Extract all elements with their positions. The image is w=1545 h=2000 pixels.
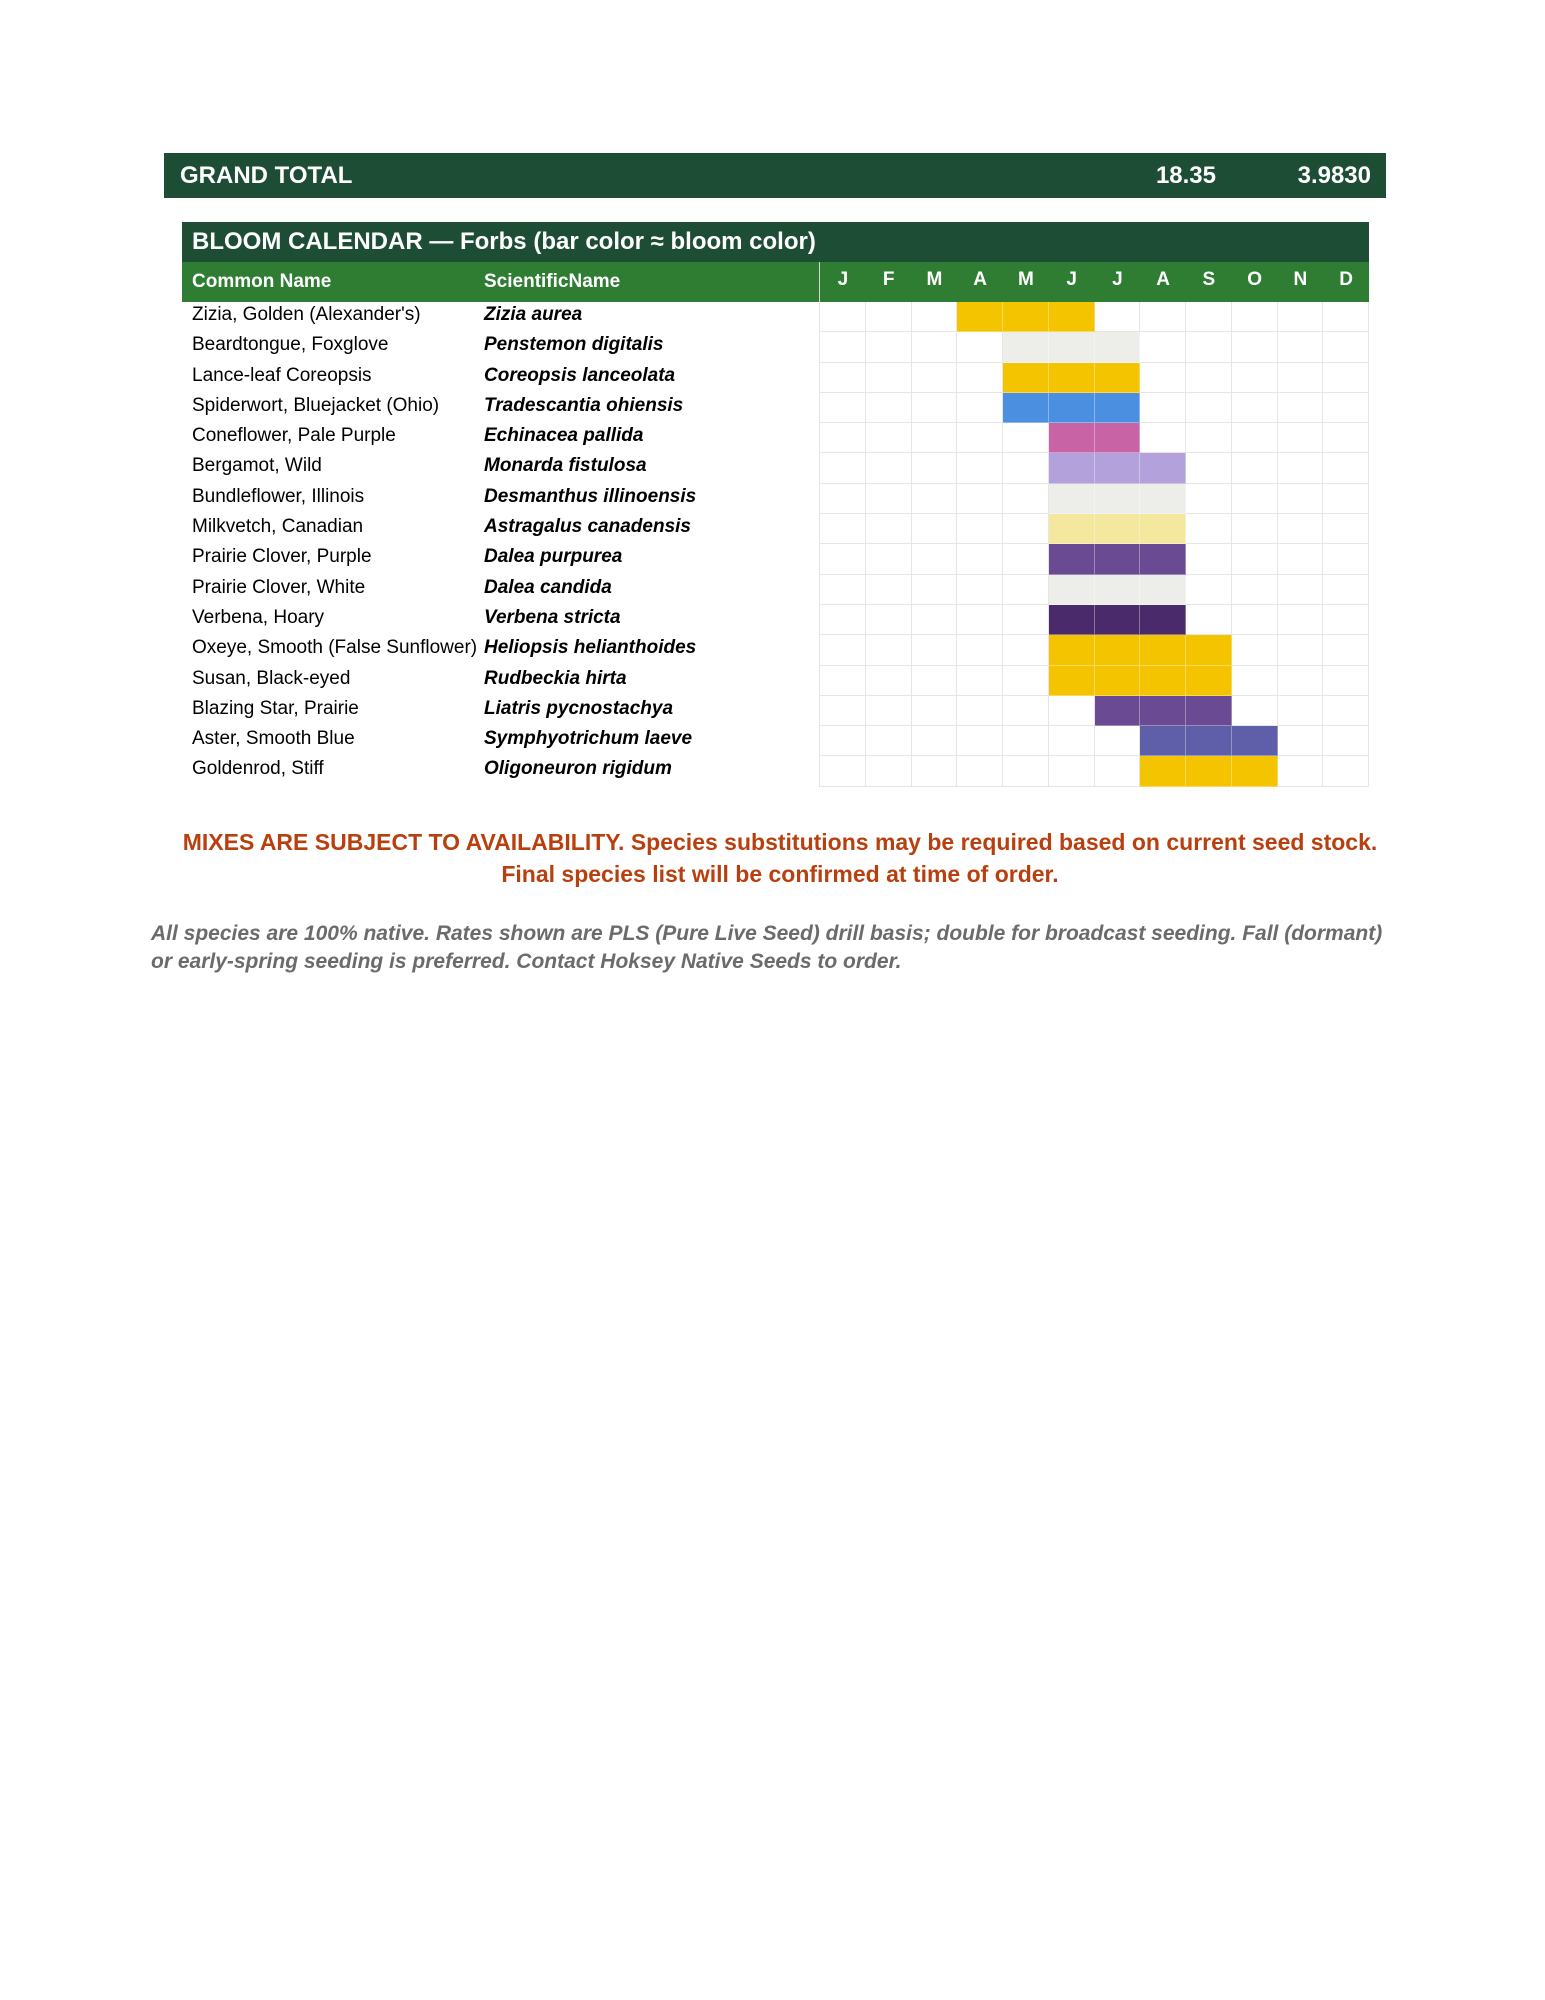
empty-month-cell (1232, 605, 1278, 635)
bloom-month-cells (819, 726, 1369, 756)
scientific-name: Coreopsis lanceolata (484, 364, 676, 386)
table-row (182, 423, 1369, 453)
empty-month-cell (1278, 423, 1324, 453)
grand-total-label: GRAND TOTAL (180, 162, 353, 189)
bloom-calendar (182, 222, 1369, 787)
empty-month-cell (912, 453, 958, 483)
bloom-month-cells (819, 514, 1369, 544)
bloom-bar-cell (1049, 302, 1095, 332)
grand-total-bar (164, 153, 1386, 198)
empty-month-cell (1003, 696, 1049, 726)
empty-month-cell (820, 514, 866, 544)
empty-month-cell (1049, 756, 1095, 786)
empty-month-cell (957, 332, 1003, 362)
empty-month-cell (866, 514, 912, 544)
bloom-bar-cell (1095, 393, 1141, 423)
empty-month-cell (1140, 363, 1186, 393)
empty-month-cell (912, 605, 958, 635)
common-name: Blazing Star, Prairie (192, 697, 359, 719)
bloom-bar-cell (1232, 726, 1278, 756)
empty-month-cell (866, 756, 912, 786)
bloom-month-cells (819, 332, 1369, 362)
empty-month-cell (912, 423, 958, 453)
empty-month-cell (866, 453, 912, 483)
common-name-header: Common Name (192, 271, 332, 292)
table-row (182, 756, 1369, 786)
scientific-name: Desmanthus illinoensis (484, 485, 697, 507)
bloom-month-cells (819, 544, 1369, 574)
empty-month-cell (1323, 544, 1369, 574)
empty-month-cell (1232, 332, 1278, 362)
empty-month-cell (957, 544, 1003, 574)
empty-month-cell (1140, 332, 1186, 362)
bloom-bar-cell (1095, 666, 1141, 696)
empty-month-cell (1278, 484, 1324, 514)
table-row (182, 302, 1369, 332)
grand-total-value-2: 3.9830 (1297, 162, 1371, 189)
empty-month-cell (866, 363, 912, 393)
empty-month-cell (820, 453, 866, 483)
bloom-month-cells (819, 756, 1369, 786)
month-header-5: M (1017, 269, 1034, 290)
empty-month-cell (1323, 453, 1369, 483)
scientific-name: Echinacea pallida (484, 425, 644, 447)
empty-month-cell (1232, 696, 1278, 726)
bloom-bar-cell (1140, 666, 1186, 696)
bloom-bar-cell (1049, 514, 1095, 544)
empty-month-cell (912, 696, 958, 726)
scientific-name: Oligoneuron rigidum (484, 758, 672, 780)
empty-month-cell (1186, 453, 1232, 483)
bloom-bar-cell (1140, 605, 1186, 635)
scientific-name: Dalea candida (484, 576, 612, 598)
bloom-month-cells (819, 484, 1369, 514)
month-header-11: N (1293, 269, 1308, 290)
empty-month-cell (820, 332, 866, 362)
empty-month-cell (912, 756, 958, 786)
bloom-month-cells (819, 363, 1369, 393)
empty-month-cell (1278, 514, 1324, 544)
empty-month-cell (1049, 696, 1095, 726)
bloom-bar-cell (1003, 393, 1049, 423)
empty-month-cell (957, 484, 1003, 514)
scientific-name: Astragalus canadensis (484, 516, 691, 538)
empty-month-cell (1186, 332, 1232, 362)
empty-month-cell (1232, 453, 1278, 483)
bloom-bar-cell (1140, 726, 1186, 756)
empty-month-cell (820, 666, 866, 696)
empty-month-cell (1140, 423, 1186, 453)
empty-month-cell (1323, 756, 1369, 786)
month-header-9: S (1202, 269, 1216, 290)
empty-month-cell (1278, 756, 1324, 786)
empty-month-cell (866, 635, 912, 665)
common-name: Spiderwort, Bluejacket (Ohio) (192, 394, 440, 416)
empty-month-cell (957, 575, 1003, 605)
empty-month-cell (1186, 605, 1232, 635)
bloom-bar-cell (1186, 726, 1232, 756)
empty-month-cell (957, 605, 1003, 635)
bloom-month-cells (819, 302, 1369, 332)
bloom-calendar-title: BLOOM CALENDAR — Forbs (bar color ≈ bloom color) (182, 222, 1369, 262)
month-header-8: A (1156, 269, 1170, 290)
empty-month-cell (912, 575, 958, 605)
scientific-name-header: ScientificName (484, 271, 621, 292)
table-row (182, 635, 1369, 665)
empty-month-cell (1095, 302, 1141, 332)
empty-month-cell (957, 363, 1003, 393)
bloom-month-cells (819, 423, 1369, 453)
empty-month-cell (866, 544, 912, 574)
empty-month-cell (820, 756, 866, 786)
table-row (182, 726, 1369, 756)
bloom-bar-cell (1003, 302, 1049, 332)
empty-month-cell (820, 363, 866, 393)
bloom-bar-cell (1095, 575, 1141, 605)
empty-month-cell (1232, 363, 1278, 393)
empty-month-cell (1003, 575, 1049, 605)
scientific-name: Dalea purpurea (484, 546, 623, 568)
empty-month-cell (957, 756, 1003, 786)
empty-month-cell (957, 514, 1003, 544)
month-header-3: M (926, 269, 943, 290)
availability-notice: MIXES ARE SUBJECT TO AVAILABILITY. Species substitutions may be required based on current seed stock. Final species list will be confirmed at time of order. (182, 829, 1378, 887)
empty-month-cell (1232, 666, 1278, 696)
bloom-bar-cell (1049, 423, 1095, 453)
month-header-6: J (1066, 269, 1077, 290)
bloom-bar-cell (1095, 696, 1141, 726)
bloom-bar-cell (1095, 332, 1141, 362)
bloom-bar-cell (1049, 484, 1095, 514)
empty-month-cell (1003, 726, 1049, 756)
table-row (182, 605, 1369, 635)
bloom-bar-cell (1140, 575, 1186, 605)
table-row (182, 575, 1369, 605)
empty-month-cell (1095, 756, 1141, 786)
empty-month-cell (1186, 423, 1232, 453)
empty-month-cell (1323, 484, 1369, 514)
bloom-calendar-body (182, 302, 1369, 787)
empty-month-cell (1323, 696, 1369, 726)
empty-month-cell (1232, 302, 1278, 332)
empty-month-cell (1140, 393, 1186, 423)
empty-month-cell (1003, 605, 1049, 635)
empty-month-cell (820, 544, 866, 574)
empty-month-cell (1003, 756, 1049, 786)
empty-month-cell (866, 484, 912, 514)
bloom-bar-cell (1186, 635, 1232, 665)
empty-month-cell (1095, 726, 1141, 756)
month-header-7: J (1112, 269, 1123, 290)
bloom-bar-cell (1140, 696, 1186, 726)
empty-month-cell (1186, 514, 1232, 544)
bloom-month-cells (819, 605, 1369, 635)
empty-month-cell (1003, 666, 1049, 696)
empty-month-cell (866, 302, 912, 332)
empty-month-cell (912, 666, 958, 696)
empty-month-cell (1278, 302, 1324, 332)
empty-month-cell (866, 423, 912, 453)
empty-month-cell (1232, 544, 1278, 574)
empty-month-cell (1186, 363, 1232, 393)
common-name: Verbena, Hoary (192, 606, 325, 628)
month-header-12: D (1339, 269, 1353, 290)
empty-month-cell (1323, 726, 1369, 756)
bloom-bar-cell (1140, 514, 1186, 544)
empty-month-cell (1278, 453, 1324, 483)
bloom-bar-cell (1186, 666, 1232, 696)
bloom-bar-cell (1095, 484, 1141, 514)
bloom-month-cells (819, 393, 1369, 423)
empty-month-cell (1003, 635, 1049, 665)
table-row (182, 514, 1369, 544)
empty-month-cell (1186, 302, 1232, 332)
month-header-1: J (837, 269, 849, 290)
empty-month-cell (1232, 635, 1278, 665)
bloom-bar-cell (1095, 363, 1141, 393)
empty-month-cell (1278, 575, 1324, 605)
bloom-bar-cell (1186, 696, 1232, 726)
empty-month-cell (866, 726, 912, 756)
common-name: Prairie Clover, Purple (192, 546, 372, 568)
empty-month-cell (1278, 332, 1324, 362)
common-name: Susan, Black-eyed (192, 667, 351, 689)
empty-month-cell (912, 514, 958, 544)
empty-month-cell (1186, 393, 1232, 423)
bloom-bar-cell (1095, 514, 1141, 544)
empty-month-cell (1003, 514, 1049, 544)
empty-month-cell (1232, 423, 1278, 453)
empty-month-cell (820, 393, 866, 423)
empty-month-cell (1186, 484, 1232, 514)
empty-month-cell (1186, 575, 1232, 605)
bloom-bar-cell (1049, 544, 1095, 574)
table-row (182, 696, 1369, 726)
empty-month-cell (820, 696, 866, 726)
month-header-4: A (973, 269, 987, 290)
empty-month-cell (820, 605, 866, 635)
scientific-name: Symphyotrichum laeve (484, 728, 693, 750)
empty-month-cell (1278, 696, 1324, 726)
bloom-bar-cell (1095, 423, 1141, 453)
empty-month-cell (1232, 514, 1278, 544)
table-row (182, 666, 1369, 696)
month-header-10: O (1247, 269, 1263, 290)
bloom-bar-cell (1232, 756, 1278, 786)
empty-month-cell (820, 575, 866, 605)
empty-month-cell (820, 302, 866, 332)
bloom-bar-cell (1049, 332, 1095, 362)
bloom-bar-cell (957, 302, 1003, 332)
scientific-name: Verbena stricta (484, 606, 621, 628)
bloom-bar-cell (1095, 635, 1141, 665)
empty-month-cell (912, 302, 958, 332)
common-name: Goldenrod, Stiff (192, 758, 324, 780)
empty-month-cell (1003, 423, 1049, 453)
empty-month-cell (820, 635, 866, 665)
bloom-month-cells (819, 635, 1369, 665)
empty-month-cell (820, 726, 866, 756)
bloom-bar-cell (1049, 393, 1095, 423)
bloom-bar-cell (1049, 605, 1095, 635)
empty-month-cell (866, 575, 912, 605)
bloom-bar-cell (1049, 666, 1095, 696)
common-name: Coneflower, Pale Purple (192, 425, 396, 447)
common-name: Bundleflower, Illinois (192, 485, 365, 507)
empty-month-cell (957, 726, 1003, 756)
empty-month-cell (1186, 544, 1232, 574)
empty-month-cell (1323, 575, 1369, 605)
empty-month-cell (912, 393, 958, 423)
bloom-bar-cell (1003, 332, 1049, 362)
empty-month-cell (1140, 302, 1186, 332)
empty-month-cell (1278, 635, 1324, 665)
empty-month-cell (866, 605, 912, 635)
footnote: All species are 100% native. Rates shown are PLS (Pure Live Seed) drill basis; double for broadcast seeding. Fall (dormant) or early-spring seeding is preferred. Contact Hoksey Native Seeds to order. (151, 922, 1383, 973)
empty-month-cell (1323, 514, 1369, 544)
table-row (182, 332, 1369, 362)
empty-month-cell (1323, 635, 1369, 665)
empty-month-cell (912, 484, 958, 514)
scientific-name: Rudbeckia hirta (484, 667, 627, 689)
empty-month-cell (866, 332, 912, 362)
empty-month-cell (1278, 605, 1324, 635)
empty-month-cell (1323, 363, 1369, 393)
bloom-month-cells (819, 575, 1369, 605)
grand-total-value-1: 18.35 (1155, 162, 1216, 189)
common-name: Aster, Smooth Blue (192, 728, 355, 750)
scientific-name: Heliopsis helianthoides (484, 637, 697, 659)
table-row (182, 363, 1369, 393)
empty-month-cell (957, 423, 1003, 453)
bloom-bar-cell (1186, 756, 1232, 786)
scientific-name: Zizia aurea (484, 304, 583, 325)
common-name: Bergamot, Wild (192, 455, 322, 477)
common-name: Prairie Clover, White (192, 576, 366, 598)
bloom-bar-cell (1095, 544, 1141, 574)
bloom-month-cells (819, 666, 1369, 696)
empty-month-cell (957, 393, 1003, 423)
empty-month-cell (1278, 544, 1324, 574)
table-row (182, 544, 1369, 574)
empty-month-cell (912, 544, 958, 574)
empty-month-cell (1323, 423, 1369, 453)
month-header (819, 262, 1369, 302)
empty-month-cell (1232, 575, 1278, 605)
common-name: Zizia, Golden (Alexander's) (192, 304, 421, 325)
empty-month-cell (1323, 332, 1369, 362)
bloom-bar-cell (1140, 756, 1186, 786)
bloom-bar-cell (1049, 635, 1095, 665)
empty-month-cell (1323, 302, 1369, 332)
bloom-bar-cell (1140, 544, 1186, 574)
table-row (182, 393, 1369, 423)
common-name: Beardtongue, Foxglove (192, 334, 389, 356)
bloom-month-cells (819, 696, 1369, 726)
month-header-2: F (882, 269, 895, 290)
empty-month-cell (912, 635, 958, 665)
empty-month-cell (1278, 393, 1324, 423)
bloom-bar-cell (1049, 453, 1095, 483)
empty-month-cell (957, 696, 1003, 726)
empty-month-cell (1323, 605, 1369, 635)
bloom-bar-cell (1049, 575, 1095, 605)
common-name: Milkvetch, Canadian (192, 516, 364, 538)
common-name: Lance-leaf Coreopsis (192, 364, 372, 386)
bloom-bar-cell (1049, 363, 1095, 393)
bloom-month-cells (819, 453, 1369, 483)
empty-month-cell (1278, 363, 1324, 393)
bloom-bar-cell (1140, 453, 1186, 483)
empty-month-cell (1323, 666, 1369, 696)
empty-month-cell (1003, 484, 1049, 514)
empty-month-cell (1049, 726, 1095, 756)
scientific-name: Tradescantia ohiensis (484, 394, 684, 416)
empty-month-cell (1232, 484, 1278, 514)
empty-month-cell (957, 453, 1003, 483)
common-name: Oxeye, Smooth (False Sunflower) (192, 637, 478, 659)
bloom-calendar-header (182, 262, 1369, 302)
scientific-name: Liatris pycnostachya (484, 697, 674, 719)
empty-month-cell (820, 484, 866, 514)
empty-month-cell (912, 363, 958, 393)
empty-month-cell (957, 635, 1003, 665)
scientific-name: Monarda fistulosa (484, 455, 647, 477)
empty-month-cell (820, 423, 866, 453)
empty-month-cell (1323, 393, 1369, 423)
bloom-bar-cell (1140, 484, 1186, 514)
empty-month-cell (1003, 544, 1049, 574)
empty-month-cell (1232, 393, 1278, 423)
empty-month-cell (1278, 726, 1324, 756)
bloom-bar-cell (1140, 635, 1186, 665)
bloom-bar-cell (1095, 605, 1141, 635)
empty-month-cell (1278, 666, 1324, 696)
empty-month-cell (912, 332, 958, 362)
empty-month-cell (1003, 453, 1049, 483)
table-row (182, 453, 1369, 483)
bloom-bar-cell (1095, 453, 1141, 483)
empty-month-cell (912, 726, 958, 756)
scientific-name: Penstemon digitalis (484, 334, 664, 356)
empty-month-cell (866, 696, 912, 726)
empty-month-cell (866, 666, 912, 696)
table-row (182, 484, 1369, 514)
empty-month-cell (957, 666, 1003, 696)
empty-month-cell (866, 393, 912, 423)
bloom-bar-cell (1003, 363, 1049, 393)
